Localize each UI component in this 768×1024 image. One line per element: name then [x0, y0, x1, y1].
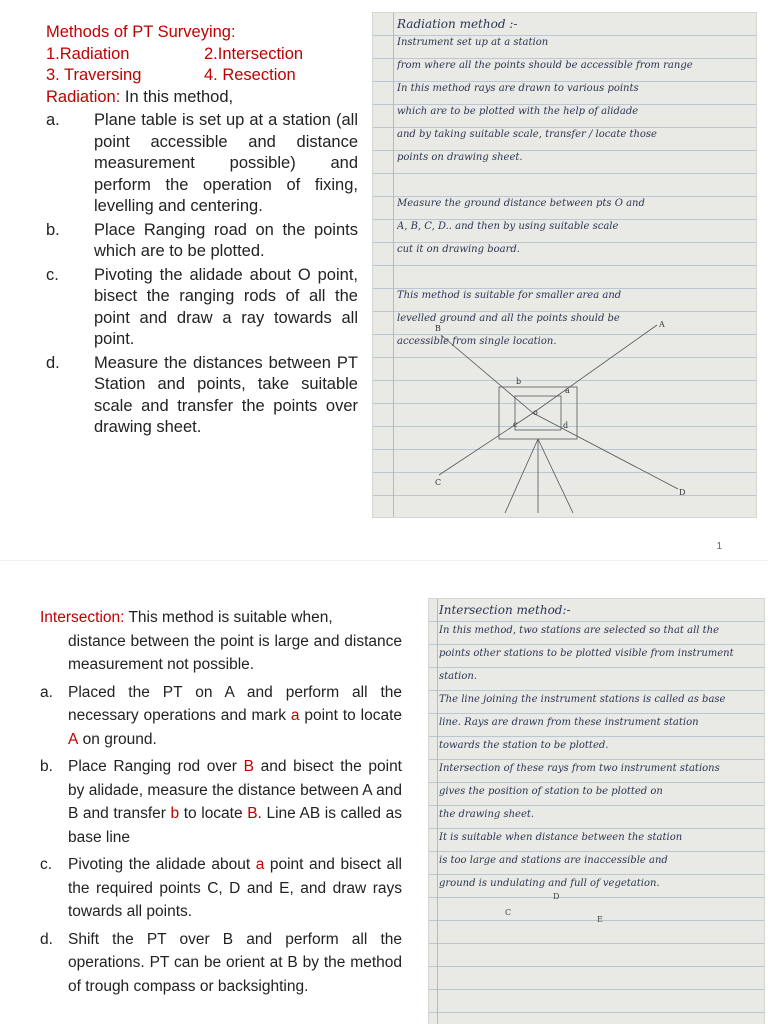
ray-to-d	[533, 413, 678, 489]
intersection-intro-rest: distance between the point is large and distance measurement not possible.	[68, 632, 402, 673]
sketch-label: C	[435, 478, 442, 487]
ray-to-b	[441, 335, 533, 413]
sketch-label: C	[505, 908, 512, 917]
step-text: Plane table is set up at a station (all point accessible and distance measurement possible) and perform the operation of fixing, levelling and centering.	[94, 111, 358, 215]
note-line: cut it on drawing board.	[397, 244, 520, 255]
sketch-label: A	[659, 320, 665, 329]
slide1-text	[46, 22, 358, 439]
methods-row-1	[46, 44, 358, 66]
highlight-text: B	[247, 805, 258, 822]
note-line: and by taking suitable scale, transfer / locate those	[397, 129, 657, 140]
note-line: Intersection of these rays from two instrument stations	[439, 763, 720, 774]
radiation-step-a	[46, 110, 358, 218]
ray-to-a	[533, 325, 657, 413]
radiation-heading	[46, 87, 358, 109]
note-line: This method is suitable for smaller area and	[397, 290, 622, 301]
note-heading: Intersection method:-	[439, 603, 571, 617]
intersection-sketch	[429, 599, 766, 1024]
step-text: Measure the distances between PT Station and points, take suitable scale and transfer the points over drawing sheet.	[94, 353, 358, 436]
step-text-part: Placed the PT on A and perform all the necessary operations and mark	[68, 683, 402, 724]
note-line: points other stations to be plotted visible from instrument	[439, 648, 734, 659]
step-text-part: point to locate	[299, 707, 402, 724]
radiation-label: Radiation:	[46, 87, 121, 106]
highlight-text: A	[68, 730, 79, 748]
note-line: The line joining the instrument stations is called as base	[439, 694, 726, 705]
page-number: 1	[716, 541, 722, 552]
sketch-label: B	[435, 324, 441, 333]
methods-row-2	[46, 65, 358, 87]
step-label: d.	[46, 353, 60, 372]
sketch-label: b	[516, 377, 522, 386]
note-line: station.	[439, 671, 477, 682]
highlight-text: B	[243, 758, 254, 775]
notebook-photo-intersection	[428, 598, 765, 1024]
step-text-part: and bisect the point by alidade, measure the distance between A and B and transfer	[68, 758, 402, 822]
sketch-label: c	[513, 420, 518, 429]
note-heading: Radiation method :-	[397, 17, 518, 31]
step-text-part: to locate	[179, 805, 248, 822]
sketch-label: a	[565, 386, 570, 395]
radiation-step-d	[46, 353, 358, 439]
intersection-step-d	[40, 928, 402, 999]
step-text	[68, 928, 402, 999]
note-line: levelled ground and all the points should be	[397, 313, 620, 324]
step-text-part: Pivoting the alidade about	[68, 856, 256, 873]
note-line: gives the position of station to be plotted on	[439, 786, 663, 797]
step-text	[68, 755, 402, 849]
step-label: a.	[46, 111, 60, 129]
note-line: Measure the ground distance between pts O and	[397, 198, 645, 209]
tripod-leg-right	[538, 439, 573, 513]
step-text: Pivoting the alidade about O point, bisect the ranging rods of all the point and draw a ray towards all point.	[94, 265, 358, 348]
step-text-part: . Line AB is called as base line	[68, 805, 402, 846]
note-line: which are to be plotted with the help of alidade	[397, 106, 639, 117]
method-resection: 4. Resection	[204, 66, 296, 84]
drawing-sheet	[515, 396, 561, 430]
note-line: accessible from single location.	[397, 336, 557, 347]
method-radiation: 1.Radiation	[46, 44, 130, 63]
note-line: ground is undulating and full of vegetation.	[439, 878, 660, 889]
method-traversing: 3. Traversing	[46, 66, 142, 84]
intersection-intro-first: This method is suitable when,	[124, 609, 333, 626]
note-line: In this method, two stations are selected so that all the	[439, 625, 720, 636]
highlight-text: a	[290, 707, 300, 724]
note-line: points on drawing sheet.	[397, 152, 523, 163]
intersection-step-c	[40, 853, 402, 924]
radiation-sketch	[373, 13, 758, 519]
intersection-steps	[40, 681, 402, 999]
slide-intersection	[0, 560, 768, 1024]
radiation-step-c	[46, 265, 358, 351]
note-line: from where all the points should be accessible from range	[397, 60, 693, 71]
step-text-part: point and bisect all the required points C, D and E, and draw rays towards all points.	[68, 856, 402, 920]
ray-to-c	[439, 413, 533, 475]
step-label: c.	[46, 265, 59, 284]
step-text	[68, 681, 402, 752]
sketch-label: o	[533, 408, 538, 417]
step-text-part: Shift the PT over B and perform all the operations. PT can be orient at B by the method of trough compass or backsighting.	[68, 930, 402, 995]
note-line: is too large and stations are inaccessible and	[439, 855, 668, 866]
sketch-label: E	[597, 915, 603, 924]
step-label: d.	[40, 930, 53, 948]
sketch-label: d	[563, 421, 569, 430]
step-text-part: on ground.	[78, 730, 157, 748]
note-line: the drawing sheet.	[439, 809, 535, 820]
slide2-text	[40, 606, 402, 998]
note-line: towards the station to be plotted.	[439, 740, 609, 751]
note-line: line. Rays are drawn from these instrument station	[439, 717, 699, 728]
radiation-step-b	[46, 220, 358, 263]
highlight-text: b	[170, 805, 180, 822]
method-intersection: 2.Intersection	[204, 44, 304, 63]
step-label: a.	[40, 683, 53, 701]
intersection-step-a	[40, 681, 402, 752]
step-label: b.	[40, 758, 53, 775]
step-text	[68, 853, 402, 924]
intersection-label: Intersection:	[40, 609, 125, 626]
sketch-label: D	[679, 488, 686, 497]
step-text-part: Place Ranging rod over	[68, 758, 244, 775]
notebook-photo-radiation	[372, 12, 757, 518]
tripod-leg-left	[505, 439, 538, 513]
slide1-title: Methods of PT Surveying:	[46, 23, 236, 41]
step-label: b.	[46, 220, 60, 239]
step-text: Place Ranging road on the points which are to be plotted.	[94, 220, 358, 260]
intersection-intro	[40, 606, 402, 677]
step-label: c.	[40, 856, 53, 873]
note-line: It is suitable when distance between the station	[439, 832, 683, 843]
note-line: A, B, C, D.. and then by using suitable scale	[397, 221, 619, 232]
radiation-intro: In this method,	[120, 87, 234, 106]
note-line: Instrument set up at a station	[397, 37, 549, 48]
sketch-label: D	[553, 892, 560, 901]
intersection-step-b	[40, 755, 402, 849]
highlight-text: a	[255, 856, 265, 873]
note-line: In this method rays are drawn to various points	[397, 83, 639, 94]
